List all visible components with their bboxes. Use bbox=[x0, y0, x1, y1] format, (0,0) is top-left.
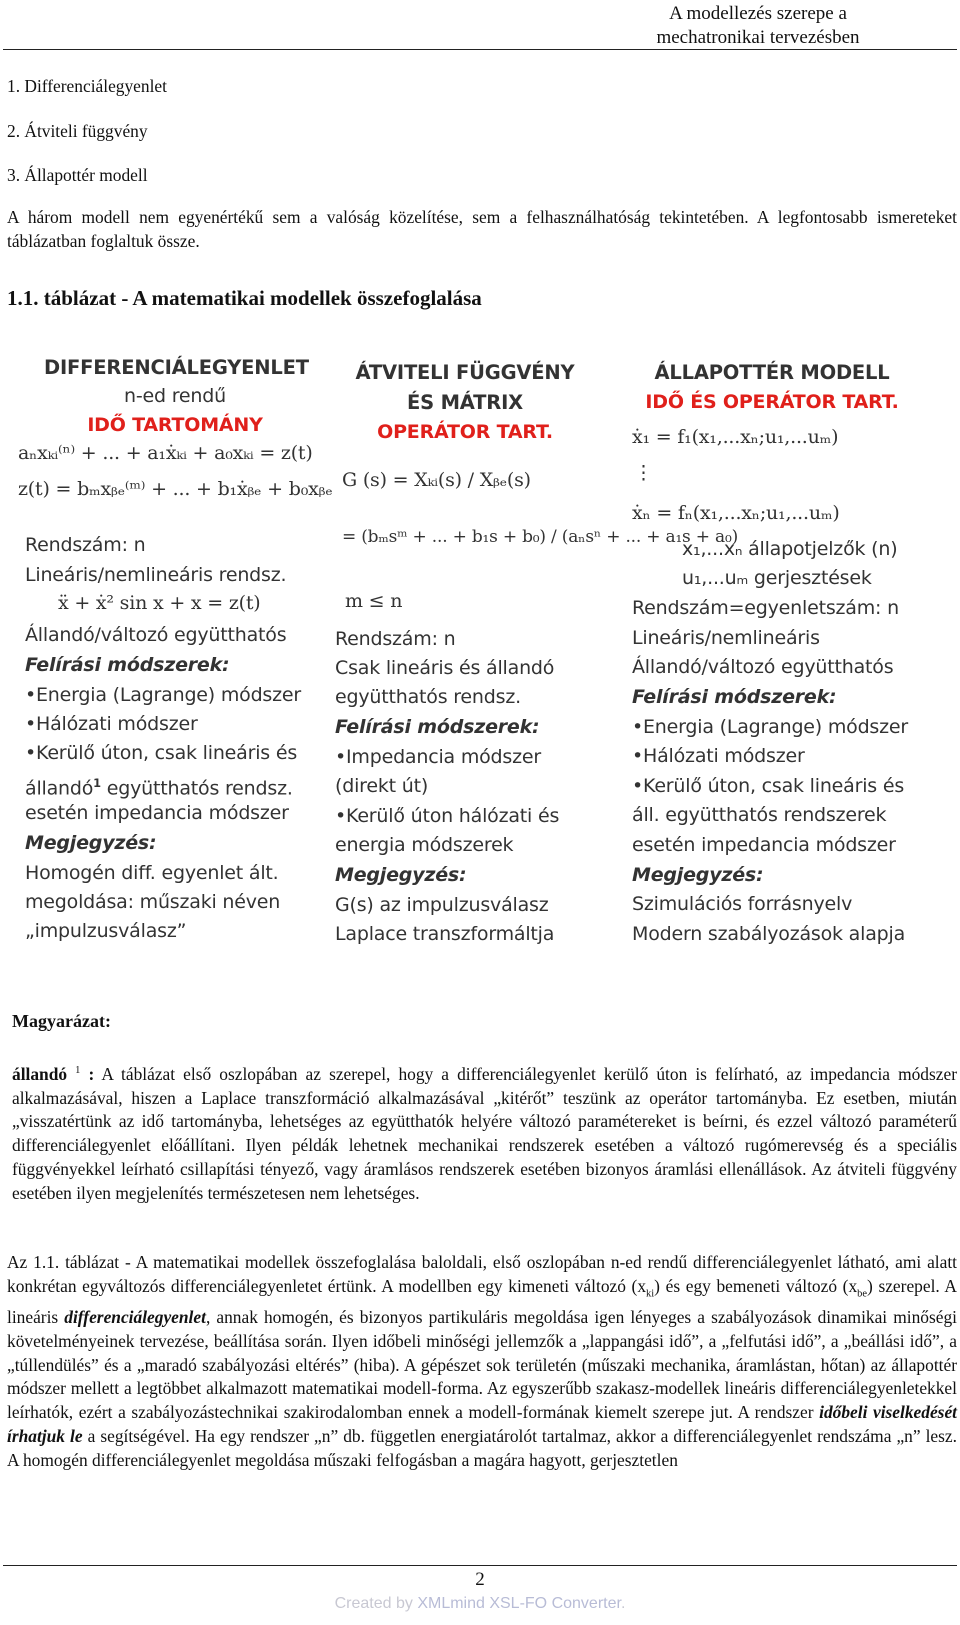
explanation-label: Magyarázat: bbox=[12, 1011, 111, 1031]
explanation-term: állandó bbox=[12, 1063, 68, 1084]
col1-line: esetén impedancia módszer bbox=[25, 802, 289, 824]
explanation-text: A táblázat első oszlopában az szerepel, hogy a differenciálegyenlet kerülő úton is felírható, az impedancia módszer alkalmazásával, hiszen a Laplace transzformáció alkalmazásával „kitérőt” teszünk az operátor tartományba. Ez esetben, miután „visszatértünk az idő tartományba, lehetséges az együtthatók helyére változó paramétereket is beírni, és ezzel változó paraméterű differenciálegyenlet előállítani. Ilyen példák lehetnek mechanikai rendszerek esetében a változó rugómerevség és a speciális függvényekkel leírható csillapítási tényező, vagy áramlásos rendszerek esetében bizonyos áramlási ellenállások. Az átviteli függvény esetében ilyen megjelenítés természetesen nem lehetséges. bbox=[12, 1063, 957, 1203]
credit-text: Created by bbox=[334, 1595, 418, 1612]
subscript: be bbox=[857, 1288, 868, 1300]
col3-equation-1: ẋ₁ = f₁(x₁,...xₙ;u₁,...uₘ) bbox=[632, 426, 839, 448]
col1-domain: IDŐ TARTOMÁNY bbox=[87, 414, 263, 436]
running-header-line-1: A modellezés szerepe a bbox=[669, 3, 847, 24]
paragraph-text: ) szerepel. A lineáris bbox=[7, 1275, 957, 1328]
explanation-colon: : bbox=[88, 1063, 95, 1084]
col3-line: •Energia (Lagrange) módszer bbox=[632, 716, 909, 738]
col3-line: Modern szabályozások alapja bbox=[632, 923, 906, 945]
col2-line: Laplace transzformáltja bbox=[335, 923, 555, 945]
credit-link[interactable]: XMLmind XSL-FO Converter bbox=[417, 1595, 621, 1612]
col1-line: Rendszám: n bbox=[25, 534, 146, 556]
emphasis: differenciálegyenlet bbox=[64, 1307, 206, 1328]
col3-line: esetén impedancia módszer bbox=[632, 834, 896, 856]
page-number: 2 bbox=[475, 1569, 485, 1590]
paragraph-text: a segítségével. Ha egy rendszer „n” db. független energiatárolót tartalmaz, akkor a differenciálegyenlet rendszáma „n” lesz. A homogén differenciálegyenlet megoldása műszaki felfogásban a magára hagyott, gerjesztetlen bbox=[7, 1426, 957, 1470]
col1-line: „impulzusválasz” bbox=[25, 920, 187, 942]
col1-line bbox=[25, 768, 293, 798]
col2-line: Megjegyzés: bbox=[335, 864, 467, 886]
col2-equation-1: G (s) = Xₖᵢ(s) / Xᵦₑ(s) bbox=[342, 469, 531, 491]
col3-heading: ÁLLAPOTTÉR MODELL bbox=[654, 361, 890, 384]
subscript: ki bbox=[646, 1288, 655, 1300]
explanation-paragraph bbox=[12, 1059, 957, 1206]
col1-equation-1: aₙxₖᵢ⁽ⁿ⁾ + ... + a₁ẋₖᵢ + a₀xₖᵢ = z(t) bbox=[18, 442, 313, 464]
col2-line: (direkt út) bbox=[335, 775, 429, 797]
body-paragraph bbox=[7, 1251, 957, 1473]
intro-paragraph: A három modell nem egyenértékű sem a valóság közelítése, sem a felhasználhatóság tekintetében. A legfontosabb ismereteket táblázatban foglaltuk össze. bbox=[7, 207, 957, 252]
col2-heading: ÁTVITELI FÜGGVÉNY bbox=[355, 361, 575, 384]
footnote-marker: 1 bbox=[93, 776, 101, 790]
col2-domain: OPERÁTOR TART. bbox=[377, 421, 553, 443]
generator-credit bbox=[0, 1595, 960, 1613]
col1-line: Homogén diff. egyenlet ált. bbox=[25, 862, 279, 884]
col2-line: Felírási módszerek: bbox=[335, 716, 540, 738]
col2-line: energia módszerek bbox=[335, 834, 514, 856]
col1-equation-3: ẍ + ẋ² sin x + x = z(t) bbox=[58, 592, 261, 614]
col1-term: állandó bbox=[25, 777, 94, 800]
paragraph-text: , annak homogén, és bizonyos partikuláris megoldása igen lényeges a szabályozások dinamikai minőségi követelményeinek tervezése, beállítása során. Ilyen időbeli minőségi jellemzők a „lappangási idő”, a „felfutási idő”, a „beállási idő”, a „túllendülés” és a „maradó szabályozási eltérés” (hiba). A gépészet sok területén (műszaki mechanika, áramlástan, hőtan) az állapottér módszer mellett a legtöbbet alkalmazott matematikai modell-forma. Az egyszerűbb szakasz-modellek lineáris differenciálegyenletekkel leírhatók, ezért a szabályozástechnikai szakirodalomban ennek a modell-formának kiemelt szerepe jut. A rendszer bbox=[7, 1307, 957, 1423]
col2-subheading: ÉS MÁTRIX bbox=[407, 391, 523, 414]
running-header bbox=[608, 2, 908, 50]
paragraph-text: ) és egy bemeneti változó (x bbox=[654, 1275, 858, 1296]
col3-line: u₁,...uₘ gerjesztések bbox=[682, 567, 872, 589]
col1-equation-2: z(t) = bₘxᵦₑ⁽ᵐ⁾ + ... + b₁ẋᵦₑ + b₀xᵦₑ bbox=[18, 478, 333, 500]
footer-rule bbox=[3, 1565, 957, 1566]
col2-line: együtthatós rendsz. bbox=[335, 686, 521, 708]
col3-line: x₁,...xₙ állapotjelzők (n) bbox=[682, 538, 898, 560]
col3-line: Szimulációs forrásnyelv bbox=[632, 893, 853, 915]
col3-equation-3: ẋₙ = fₙ(x₁,...xₙ;u₁,...uₘ) bbox=[632, 502, 840, 524]
credit-text: . bbox=[620, 1595, 626, 1612]
col1-line: Lineáris/nemlineáris rendsz. bbox=[25, 564, 287, 586]
col1-line: •Energia (Lagrange) módszer bbox=[25, 684, 302, 706]
footnote-marker: 1 bbox=[75, 1065, 81, 1076]
header-rule bbox=[3, 49, 957, 50]
table-title: 1.1. táblázat - A matematikai modellek összefoglalása bbox=[7, 286, 482, 310]
col3-line: áll. együtthatós rendszerek bbox=[632, 804, 887, 826]
col3-line: Felírási módszerek: bbox=[632, 686, 837, 708]
col1-heading: DIFFERENCIÁLEGYENLET bbox=[44, 356, 309, 379]
col1-term-rest: együtthatós rendsz. bbox=[100, 777, 293, 800]
model-list bbox=[7, 74, 957, 208]
col1-line: Megjegyzés: bbox=[25, 832, 157, 854]
col1-line: Felírási módszerek: bbox=[25, 654, 230, 676]
col3-line: •Hálózati módszer bbox=[632, 745, 805, 767]
emphasis: időbeli viselkedését írhatjuk le bbox=[7, 1402, 957, 1447]
col3-equation-2: ⋮ bbox=[634, 462, 653, 484]
col2-equation-2: = (bₘsᵐ + ... + b₁s + b₀) / (aₙsⁿ + ... + a₁s + a₀) bbox=[342, 527, 739, 547]
col1-line: •Kerülő úton, csak lineáris és bbox=[25, 742, 298, 764]
col3-line: Megjegyzés: bbox=[632, 864, 764, 886]
list-item: 3. Állapottér modell bbox=[7, 165, 148, 185]
col1-line: •Hálózati módszer bbox=[25, 713, 198, 735]
col1-subheading: n-ed rendű bbox=[124, 385, 226, 407]
paragraph-text: Az 1.1. táblázat - A matematikai modellek összefoglalása baloldali, első oszlopában n-ed rendű differenciálegyenlet látható, ami alatt konkrétan egyváltozós differenciálegyenletet értünk. A modellben egy kimeneti változó (x bbox=[7, 1252, 957, 1296]
running-header-line-2: mechatronikai tervezésben bbox=[656, 27, 860, 48]
col2-line: •Kerülő úton hálózati és bbox=[335, 805, 560, 827]
list-item: 1. Differenciálegyenlet bbox=[7, 76, 167, 96]
summary-table-image bbox=[0, 350, 960, 980]
col1-line: Állandó/változó együtthatós bbox=[25, 624, 287, 646]
col1-line: megoldása: műszaki néven bbox=[25, 891, 281, 913]
col2-line: Csak lineáris és állandó bbox=[335, 657, 555, 679]
col2-line: Rendszám: n bbox=[335, 628, 456, 650]
list-item: 2. Átviteli függvény bbox=[7, 120, 148, 141]
col3-line: Lineáris/nemlineáris bbox=[632, 627, 820, 649]
col3-line: Állandó/változó együtthatós bbox=[632, 656, 894, 678]
col3-domain: IDŐ ÉS OPERÁTOR TART. bbox=[645, 391, 899, 413]
col2-line: •Impedancia módszer bbox=[335, 746, 541, 768]
col3-line: •Kerülő úton, csak lineáris és bbox=[632, 775, 905, 797]
col3-line: Rendszám=egyenletszám: n bbox=[632, 597, 899, 619]
col2-line: G(s) az impulzusválasz bbox=[335, 894, 549, 916]
col2-equation-3: m ≤ n bbox=[345, 590, 403, 612]
